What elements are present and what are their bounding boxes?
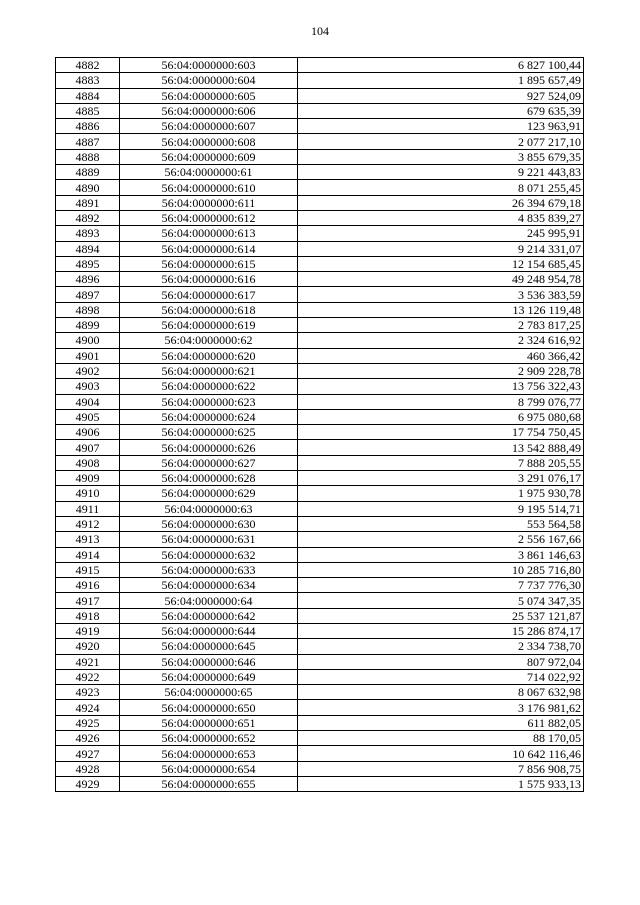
table-row: [56, 471, 584, 486]
row-number-cell: 4896: [56, 272, 120, 287]
cadastral-number-cell: 56:04:0000000:609: [120, 149, 298, 164]
cadastral-number-cell: 56:04:0000000:63: [120, 501, 298, 516]
cadastral-value-cell: 611 882,05: [298, 715, 584, 730]
table-row: [56, 210, 584, 225]
cadastral-number-cell: 56:04:0000000:653: [120, 746, 298, 761]
table-row: [56, 516, 584, 531]
cadastral-value-cell: 2 334 738,70: [298, 639, 584, 654]
row-number-cell: 4912: [56, 516, 120, 531]
table-row: [56, 256, 584, 271]
table-row: [56, 685, 584, 700]
cadastral-value-cell: 2 783 817,25: [298, 318, 584, 333]
cadastral-number-cell: 56:04:0000000:615: [120, 256, 298, 271]
table-row: [56, 746, 584, 761]
cadastral-number-cell: 56:04:0000000:630: [120, 516, 298, 531]
cadastral-number-cell: 56:04:0000000:621: [120, 363, 298, 378]
cadastral-value-cell: 679 635,39: [298, 103, 584, 118]
row-number-cell: 4902: [56, 363, 120, 378]
row-number-cell: 4906: [56, 425, 120, 440]
page-number: 104: [311, 24, 329, 38]
cadastral-number-cell: 56:04:0000000:646: [120, 654, 298, 669]
cadastral-value-cell: 13 542 888,49: [298, 440, 584, 455]
row-number-cell: 4926: [56, 731, 120, 746]
row-number-cell: 4910: [56, 486, 120, 501]
row-number-cell: 4918: [56, 608, 120, 623]
cadastral-number-cell: 56:04:0000000:642: [120, 608, 298, 623]
cadastral-value-cell: 6 827 100,44: [298, 58, 584, 73]
table-row: [56, 731, 584, 746]
cadastral-value-cell: 927 524,09: [298, 88, 584, 103]
row-number-cell: 4919: [56, 623, 120, 638]
row-number-cell: 4916: [56, 578, 120, 593]
table-row: [56, 654, 584, 669]
cadastral-number-cell: 56:04:0000000:625: [120, 425, 298, 440]
table-row: [56, 425, 584, 440]
cadastral-number-cell: 56:04:0000000:64: [120, 593, 298, 608]
table-row: [56, 348, 584, 363]
cadastral-value-cell: 15 286 874,17: [298, 623, 584, 638]
row-number-cell: 4920: [56, 639, 120, 654]
cadastral-value-cell: 7 856 908,75: [298, 761, 584, 776]
cadastral-value-cell: 8 067 632,98: [298, 685, 584, 700]
table-row: [56, 532, 584, 547]
cadastral-number-cell: 56:04:0000000:619: [120, 318, 298, 333]
table-row: [56, 547, 584, 562]
table-row: [56, 287, 584, 302]
row-number-cell: 4898: [56, 302, 120, 317]
cadastral-number-cell: 56:04:0000000:606: [120, 103, 298, 118]
cadastral-value-cell: 460 366,42: [298, 348, 584, 363]
table-row: [56, 623, 584, 638]
cadastral-value-cell: 123 963,91: [298, 119, 584, 134]
table-row: [56, 409, 584, 424]
row-number-cell: 4922: [56, 669, 120, 684]
table-row: [56, 776, 584, 791]
cadastral-value-cell: 10 642 116,46: [298, 746, 584, 761]
row-number-cell: 4892: [56, 210, 120, 225]
cadastral-value-cell: 9 195 514,71: [298, 501, 584, 516]
cadastral-value-cell: 4 835 839,27: [298, 210, 584, 225]
table-row: [56, 440, 584, 455]
row-number-cell: 4884: [56, 88, 120, 103]
cadastral-value-cell: 245 995,91: [298, 226, 584, 241]
cadastral-number-cell: 56:04:0000000:605: [120, 88, 298, 103]
cadastral-number-cell: 56:04:0000000:608: [120, 134, 298, 149]
row-number-cell: 4882: [56, 58, 120, 73]
cadastral-number-cell: 56:04:0000000:649: [120, 669, 298, 684]
cadastral-value-cell: 3 291 076,17: [298, 471, 584, 486]
row-number-cell: 4928: [56, 761, 120, 776]
table-row: [56, 715, 584, 730]
table-row: [56, 593, 584, 608]
row-number-cell: 4914: [56, 547, 120, 562]
row-number-cell: 4925: [56, 715, 120, 730]
cadastral-number-cell: 56:04:0000000:616: [120, 272, 298, 287]
cadastral-value-cell: 8 799 076,77: [298, 394, 584, 409]
row-number-cell: 4923: [56, 685, 120, 700]
row-number-cell: 4897: [56, 287, 120, 302]
row-number-cell: 4889: [56, 165, 120, 180]
cadastral-number-cell: 56:04:0000000:62: [120, 333, 298, 348]
row-number-cell: 4903: [56, 379, 120, 394]
cadastral-value-cell: 13 126 119,48: [298, 302, 584, 317]
cadastral-number-cell: 56:04:0000000:607: [120, 119, 298, 134]
row-number-cell: 4927: [56, 746, 120, 761]
row-number-cell: 4913: [56, 532, 120, 547]
cadastral-value-cell: 25 537 121,87: [298, 608, 584, 623]
row-number-cell: 4921: [56, 654, 120, 669]
table-row: [56, 501, 584, 516]
cadastral-number-cell: 56:04:0000000:627: [120, 455, 298, 470]
table-row: [56, 165, 584, 180]
cadastral-number-cell: 56:04:0000000:654: [120, 761, 298, 776]
table-row: [56, 58, 584, 73]
cadastral-number-cell: 56:04:0000000:655: [120, 776, 298, 791]
row-number-cell: 4894: [56, 241, 120, 256]
table-row: [56, 241, 584, 256]
cadastral-value-cell: 553 564,58: [298, 516, 584, 531]
cadastral-number-cell: 56:04:0000000:612: [120, 210, 298, 225]
cadastral-value-cell: 7 888 205,55: [298, 455, 584, 470]
table-row: [56, 88, 584, 103]
row-number-cell: 4900: [56, 333, 120, 348]
cadastral-value-cell: 3 861 146,63: [298, 547, 584, 562]
row-number-cell: 4929: [56, 776, 120, 791]
cadastral-number-cell: 56:04:0000000:634: [120, 578, 298, 593]
cadastral-number-cell: 56:04:0000000:614: [120, 241, 298, 256]
cadastral-value-cell: 1 895 657,49: [298, 73, 584, 88]
row-number-cell: 4905: [56, 409, 120, 424]
row-number-cell: 4911: [56, 501, 120, 516]
table-row: [56, 669, 584, 684]
row-number-cell: 4917: [56, 593, 120, 608]
cadastral-value-cell: 9 221 443,83: [298, 165, 584, 180]
row-number-cell: 4915: [56, 562, 120, 577]
table-row: [56, 134, 584, 149]
cadastral-value-cell: 10 285 716,80: [298, 562, 584, 577]
cadastral-number-cell: 56:04:0000000:633: [120, 562, 298, 577]
row-number-cell: 4891: [56, 195, 120, 210]
row-number-cell: 4907: [56, 440, 120, 455]
cadastral-number-cell: 56:04:0000000:611: [120, 195, 298, 210]
cadastral-value-cell: 8 071 255,45: [298, 180, 584, 195]
table-row: [56, 455, 584, 470]
table-row: [56, 363, 584, 378]
row-number-cell: 4895: [56, 256, 120, 271]
row-number-cell: 4901: [56, 348, 120, 363]
table-row: [56, 639, 584, 654]
table-row: [56, 700, 584, 715]
cadastral-value-cell: 88 170,05: [298, 731, 584, 746]
row-number-cell: 4888: [56, 149, 120, 164]
cadastral-value-cell: 7 737 776,30: [298, 578, 584, 593]
cadastral-value-cell: 2 324 616,92: [298, 333, 584, 348]
cadastral-number-cell: 56:04:0000000:632: [120, 547, 298, 562]
row-number-cell: 4887: [56, 134, 120, 149]
table-row: [56, 486, 584, 501]
table-row: [56, 73, 584, 88]
cadastral-number-cell: 56:04:0000000:604: [120, 73, 298, 88]
cadastral-value-cell: 6 975 080,68: [298, 409, 584, 424]
cadastral-number-cell: 56:04:0000000:622: [120, 379, 298, 394]
row-number-cell: 4890: [56, 180, 120, 195]
table-row: [56, 272, 584, 287]
cadastral-value-cell: 2 909 228,78: [298, 363, 584, 378]
cadastral-value-cell: 17 754 750,45: [298, 425, 584, 440]
cadastral-value-cell: 714 022,92: [298, 669, 584, 684]
table-row: [56, 761, 584, 776]
row-number-cell: 4904: [56, 394, 120, 409]
table-row: [56, 180, 584, 195]
cadastral-number-cell: 56:04:0000000:650: [120, 700, 298, 715]
table-row: [56, 119, 584, 134]
table-row: [56, 394, 584, 409]
cadastral-value-cell: 2 556 167,66: [298, 532, 584, 547]
table-row: [56, 318, 584, 333]
cadastral-number-cell: 56:04:0000000:603: [120, 58, 298, 73]
cadastral-number-cell: 56:04:0000000:613: [120, 226, 298, 241]
cadastral-number-cell: 56:04:0000000:644: [120, 623, 298, 638]
cadastral-value-cell: 1 575 933,13: [298, 776, 584, 791]
row-number-cell: 4909: [56, 471, 120, 486]
row-number-cell: 4883: [56, 73, 120, 88]
row-number-cell: 4908: [56, 455, 120, 470]
cadastral-value-cell: 49 248 954,78: [298, 272, 584, 287]
row-number-cell: 4893: [56, 226, 120, 241]
cadastral-value-cell: 2 077 217,10: [298, 134, 584, 149]
row-number-cell: 4886: [56, 119, 120, 134]
cadastral-value-cell: 12 154 685,45: [298, 256, 584, 271]
row-number-cell: 4924: [56, 700, 120, 715]
table-row: [56, 226, 584, 241]
table-row: [56, 149, 584, 164]
cadastral-value-cell: 3 536 383,59: [298, 287, 584, 302]
cadastral-value-cell: 13 756 322,43: [298, 379, 584, 394]
table-row: [56, 333, 584, 348]
cadastral-value-table: [55, 57, 584, 792]
cadastral-number-cell: 56:04:0000000:65: [120, 685, 298, 700]
cadastral-number-cell: 56:04:0000000:651: [120, 715, 298, 730]
cadastral-number-cell: 56:04:0000000:652: [120, 731, 298, 746]
cadastral-number-cell: 56:04:0000000:624: [120, 409, 298, 424]
table-row: [56, 562, 584, 577]
cadastral-value-cell: 5 074 347,35: [298, 593, 584, 608]
table-row: [56, 302, 584, 317]
table-row: [56, 379, 584, 394]
table-row: [56, 195, 584, 210]
cadastral-number-cell: 56:04:0000000:61: [120, 165, 298, 180]
cadastral-number-cell: 56:04:0000000:631: [120, 532, 298, 547]
cadastral-value-cell: 3 176 981,62: [298, 700, 584, 715]
cadastral-number-cell: 56:04:0000000:628: [120, 471, 298, 486]
cadastral-value-cell: 3 855 679,35: [298, 149, 584, 164]
cadastral-number-cell: 56:04:0000000:620: [120, 348, 298, 363]
cadastral-number-cell: 56:04:0000000:618: [120, 302, 298, 317]
cadastral-value-cell: 9 214 331,07: [298, 241, 584, 256]
row-number-cell: 4899: [56, 318, 120, 333]
cadastral-value-cell: 1 975 930,78: [298, 486, 584, 501]
cadastral-value-cell: 26 394 679,18: [298, 195, 584, 210]
cadastral-number-cell: 56:04:0000000:623: [120, 394, 298, 409]
table-row: [56, 578, 584, 593]
cadastral-value-cell: 807 972,04: [298, 654, 584, 669]
cadastral-number-cell: 56:04:0000000:629: [120, 486, 298, 501]
cadastral-number-cell: 56:04:0000000:626: [120, 440, 298, 455]
table-row: [56, 608, 584, 623]
cadastral-number-cell: 56:04:0000000:617: [120, 287, 298, 302]
table-row: [56, 103, 584, 118]
cadastral-number-cell: 56:04:0000000:645: [120, 639, 298, 654]
row-number-cell: 4885: [56, 103, 120, 118]
cadastral-number-cell: 56:04:0000000:610: [120, 180, 298, 195]
table-body: [56, 58, 584, 792]
